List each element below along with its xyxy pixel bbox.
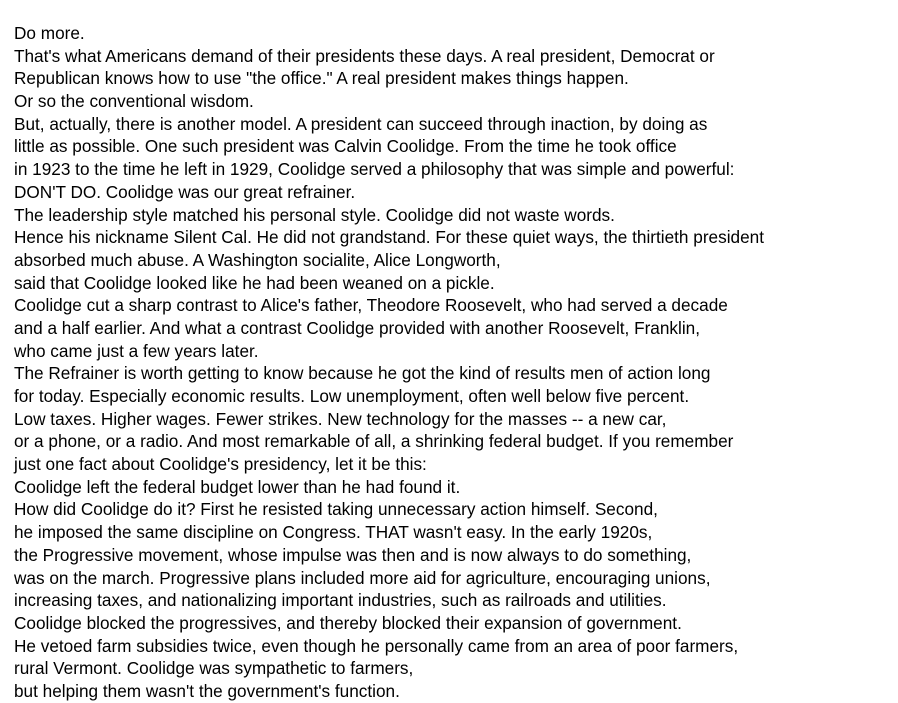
text-line: But, actually, there is another model. A president can succeed through inaction, by doing as: [14, 113, 708, 134]
text-line: The leadership style matched his personal style. Coolidge did not waste words.: [14, 204, 615, 225]
text-line: Do more.: [14, 23, 85, 43]
text-line: was on the march. Progressive plans included more aid for agriculture, encouraging unions,: [14, 567, 711, 588]
text-line: but helping them wasn't the government's function.: [14, 680, 400, 701]
text-line: little as possible. One such president was Calvin Coolidge. From the time he took office: [14, 136, 677, 157]
text-line: Coolidge blocked the progressives, and thereby blocked their expansion of government.: [14, 612, 682, 633]
text-line: Hence his nickname Silent Cal. He did not grandstand. For these quiet ways, the thirtieth president: [14, 227, 764, 248]
text-line: How did Coolidge do it? First he resisted taking unnecessary action himself. Second,: [14, 499, 658, 520]
text-line: rural Vermont. Coolidge was sympathetic to farmers,: [14, 658, 414, 679]
text-line: said that Coolidge looked like he had been weaned on a pickle.: [14, 272, 495, 293]
text-line: DON'T DO. Coolidge was our great refrainer.: [14, 181, 356, 202]
text-line: Republican knows how to use "the office." A real president makes things happen.: [14, 68, 629, 89]
text-line: the Progressive movement, whose impulse was then and is now always to do something,: [14, 544, 692, 565]
text-line: increasing taxes, and nationalizing important industries, such as railroads and utilities.: [14, 590, 667, 611]
text-line: in 1923 to the time he left in 1929, Coolidge served a philosophy that was simple and powerful:: [14, 159, 735, 180]
text-line: Coolidge cut a sharp contrast to Alice's father, Theodore Roosevelt, who had served a decade: [14, 295, 728, 316]
text-line: and a half earlier. And what a contrast Coolidge provided with another Roosevelt, Franklin,: [14, 317, 700, 338]
text-line: absorbed much abuse. A Washington socialite, Alice Longworth,: [14, 249, 501, 270]
text-line: for today. Especially economic results. Low unemployment, often well below five percent.: [14, 386, 690, 406]
document-body: [14, 22, 894, 703]
text-line: Or so the conventional wisdom.: [14, 91, 254, 112]
text-line: That's what Americans demand of their presidents these days. A real president, Democrat or: [14, 45, 715, 66]
text-line: he imposed the same discipline on Congress. THAT wasn't easy. In the early 1920s,: [14, 522, 653, 543]
text-line: The Refrainer is worth getting to know because he got the kind of results men of action long: [14, 363, 711, 384]
text-line: who came just a few years later.: [14, 340, 259, 361]
text-line: or a phone, or a radio. And most remarkable of all, a shrinking federal budget. If you remember: [14, 431, 734, 452]
text-line: He vetoed farm subsidies twice, even though he personally came from an area of poor farmers,: [14, 635, 739, 656]
text-line: just one fact about Coolidge's presidency, let it be this:: [14, 454, 427, 475]
text-line: Coolidge left the federal budget lower than he had found it.: [14, 476, 461, 497]
text-line: Low taxes. Higher wages. Fewer strikes. New technology for the masses -- a new car,: [14, 408, 667, 429]
